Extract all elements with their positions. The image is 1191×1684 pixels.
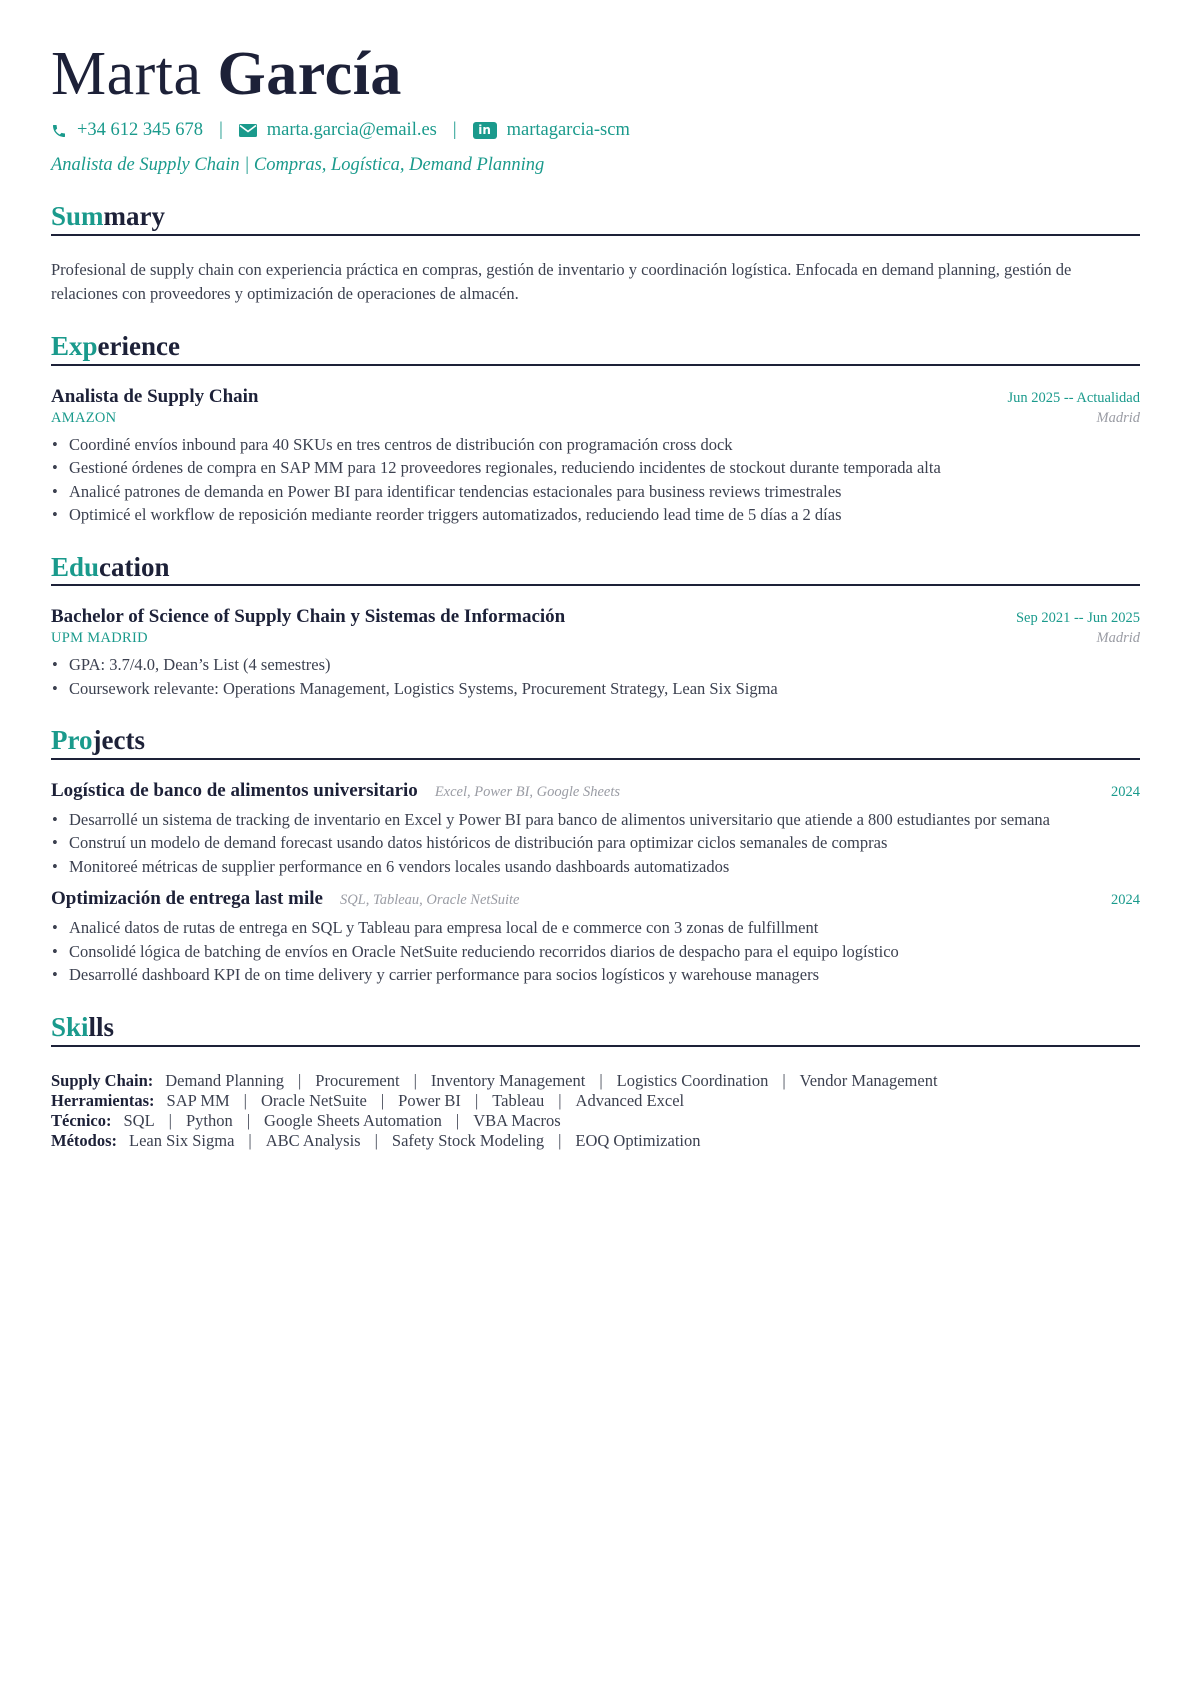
skill-row: [51, 1131, 1140, 1151]
project-entry: [51, 780, 1140, 879]
skill-separator: |: [374, 1130, 378, 1150]
skill-category: Técnico:: [51, 1110, 112, 1130]
phone-number: +34 612 345 678: [77, 120, 204, 141]
contact-line: [51, 120, 1140, 141]
experience-section: [51, 332, 1140, 527]
skill-separator: |: [243, 1090, 247, 1110]
list-item: • Coordiné envíos inbound para 40 SKUs en tres centros de distribución con programación cross dock: [51, 433, 1140, 457]
section-title: Education: [51, 553, 1140, 587]
contact-separator: |: [452, 120, 457, 141]
skill-item: Power BI: [398, 1090, 461, 1110]
list-item: • Desarrollé dashboard KPI de on time delivery y carrier performance para socios logísticos y warehouse managers: [51, 963, 1140, 987]
projects-list: [51, 780, 1140, 987]
tagline: Analista de Supply Chain | Compras, Logística, Demand Planning: [51, 155, 545, 176]
phone-contact[interactable]: [51, 120, 203, 141]
linkedin-handle: martagarcia-scm: [506, 120, 630, 141]
skill-separator: |: [246, 1110, 251, 1130]
skill-category: Supply Chain:: [51, 1070, 154, 1090]
skill-item: Lean Six Sigma: [128, 1130, 235, 1150]
skill-category: Herramientas:: [51, 1090, 155, 1110]
list-item: • Optimicé el workflow de reposición mediante reorder triggers automatizados, reduciendo lead time de 5 días a 2 días: [51, 503, 1140, 527]
list-item: • Gestioné órdenes de compra en SAP MM para 12 proveedores regionales, reduciendo incidentes de stockout durante temporada alta: [51, 456, 1140, 480]
skill-item: VBA Macros: [473, 1110, 561, 1130]
email-contact[interactable]: [239, 120, 437, 141]
job-location: Madrid: [1096, 409, 1140, 426]
skill-item: Tableau: [492, 1090, 545, 1110]
list-item: • GPA: 3.7/4.0, Dean’s List (4 semestres): [51, 653, 1140, 677]
skill-row: [51, 1071, 1140, 1091]
experience-entry: [51, 386, 1140, 527]
skill-item: Advanced Excel: [575, 1090, 685, 1110]
skills-list: [51, 1071, 1140, 1151]
project-title: Logística de banco de alimentos universitario: [51, 779, 418, 801]
skill-separator: |: [297, 1070, 302, 1090]
skill-item: Logistics Coordination: [616, 1070, 769, 1090]
email-address: marta.garcia@email.es: [266, 120, 437, 141]
skill-item: Oracle NetSuite: [260, 1090, 367, 1110]
school-location: Madrid: [1096, 630, 1140, 647]
list-item: • Analicé datos de rutas de entrega en SQL y Tableau para empresa local de e commerce con 3 zonas de fulfillment: [51, 916, 1140, 940]
project-entry: [51, 888, 1140, 987]
skill-separator: |: [380, 1090, 385, 1110]
skills-section: [51, 1013, 1140, 1151]
first-name: Marta: [51, 40, 202, 108]
bullet-list: [51, 653, 1140, 700]
section-title: Summary: [51, 202, 1140, 236]
project-year: 2024: [1111, 892, 1140, 909]
skill-item: SAP MM: [166, 1090, 230, 1110]
project-title: Optimización de entrega last mile: [51, 888, 323, 910]
skill-separator: |: [455, 1110, 460, 1130]
education-entry: [51, 606, 1140, 700]
skill-item: EOQ Optimization: [575, 1130, 701, 1150]
job-dates: Jun 2025 -- Actualidad: [1007, 389, 1140, 406]
linkedin-icon: in: [473, 122, 497, 139]
summary-section: [51, 202, 1140, 306]
project-tech: SQL, Tableau, Oracle NetSuite: [339, 892, 520, 909]
skill-separator: |: [599, 1070, 603, 1090]
linkedin-contact[interactable]: [473, 120, 630, 141]
education-section: [51, 553, 1140, 701]
list-item: • Monitoreé métricas de supplier performance en 6 vendors locales usando dashboards automatizados: [51, 855, 1140, 879]
skill-separator: |: [782, 1070, 786, 1090]
skill-item: Procurement: [315, 1070, 400, 1090]
skill-separator: |: [168, 1110, 172, 1130]
skill-item: Python: [185, 1110, 233, 1130]
skill-row: [51, 1091, 1140, 1111]
section-title: Projects: [51, 726, 1140, 760]
skill-separator: |: [558, 1130, 562, 1150]
section-title: Experience: [51, 332, 1140, 366]
skill-item: Safety Stock Modeling: [391, 1130, 545, 1150]
skill-item: Vendor Management: [799, 1070, 938, 1090]
list-item: • Desarrollé un sistema de tracking de inventario en Excel y Power BI para banco de alimentos universitario que atiende a 800 estudiantes por semana: [51, 808, 1140, 832]
skill-item: Demand Planning: [165, 1070, 284, 1090]
bullet-list: [51, 916, 1140, 987]
phone-icon: [51, 123, 67, 139]
skill-item: SQL: [123, 1110, 155, 1130]
projects-section: [51, 726, 1140, 987]
last-name: García: [217, 40, 402, 108]
bullet-list: [51, 808, 1140, 879]
skill-category: Métodos:: [51, 1130, 117, 1150]
degree-title: Bachelor of Science of Supply Chain y Sistemas de Información: [51, 606, 566, 628]
summary-text: Profesional de supply chain con experiencia práctica en compras, gestión de inventario y coordinación logística. Enfocada en demand planning, gestión de relaciones con proveedores y optimización de operaciones de almacén.: [51, 259, 1072, 303]
list-item: • Consolidé lógica de batching de envíos en Oracle NetSuite reduciendo recorridos diarios de despacho para el equipo logístico: [51, 940, 1140, 964]
contact-separator: |: [219, 120, 223, 141]
skill-row: [51, 1111, 1140, 1131]
skill-separator: |: [558, 1090, 562, 1110]
skill-item: ABC Analysis: [265, 1130, 361, 1150]
list-item: • Analicé patrones de demanda en Power BI para identificar tendencias estacionales para business reviews trimestrales: [51, 480, 1140, 504]
education-dates: Sep 2021 -- Jun 2025: [1015, 610, 1140, 627]
list-item: • Construí un modelo de demand forecast usando datos históricos de distribución para optimizar ciclos semanales de compras: [51, 831, 1140, 855]
candidate-name: [51, 40, 1140, 108]
list-item: • Coursework relevante: Operations Management, Logistics Systems, Procurement Strategy, Lean Six Sigma: [51, 677, 1140, 701]
skill-separator: |: [413, 1070, 417, 1090]
skill-separator: |: [248, 1130, 252, 1150]
skill-item: Google Sheets Automation: [264, 1110, 442, 1130]
job-title: Analista de Supply Chain: [51, 385, 259, 407]
project-tech: Excel, Power BI, Google Sheets: [434, 783, 621, 800]
school-name: UPM MADRID: [51, 630, 148, 647]
section-title: Skills: [51, 1013, 1140, 1047]
skill-item: Inventory Management: [430, 1070, 586, 1090]
project-year: 2024: [1111, 783, 1140, 800]
company-name: AMAZON: [51, 409, 117, 426]
envelope-icon: [239, 124, 257, 137]
skill-separator: |: [474, 1090, 479, 1110]
bullet-list: [51, 433, 1140, 527]
